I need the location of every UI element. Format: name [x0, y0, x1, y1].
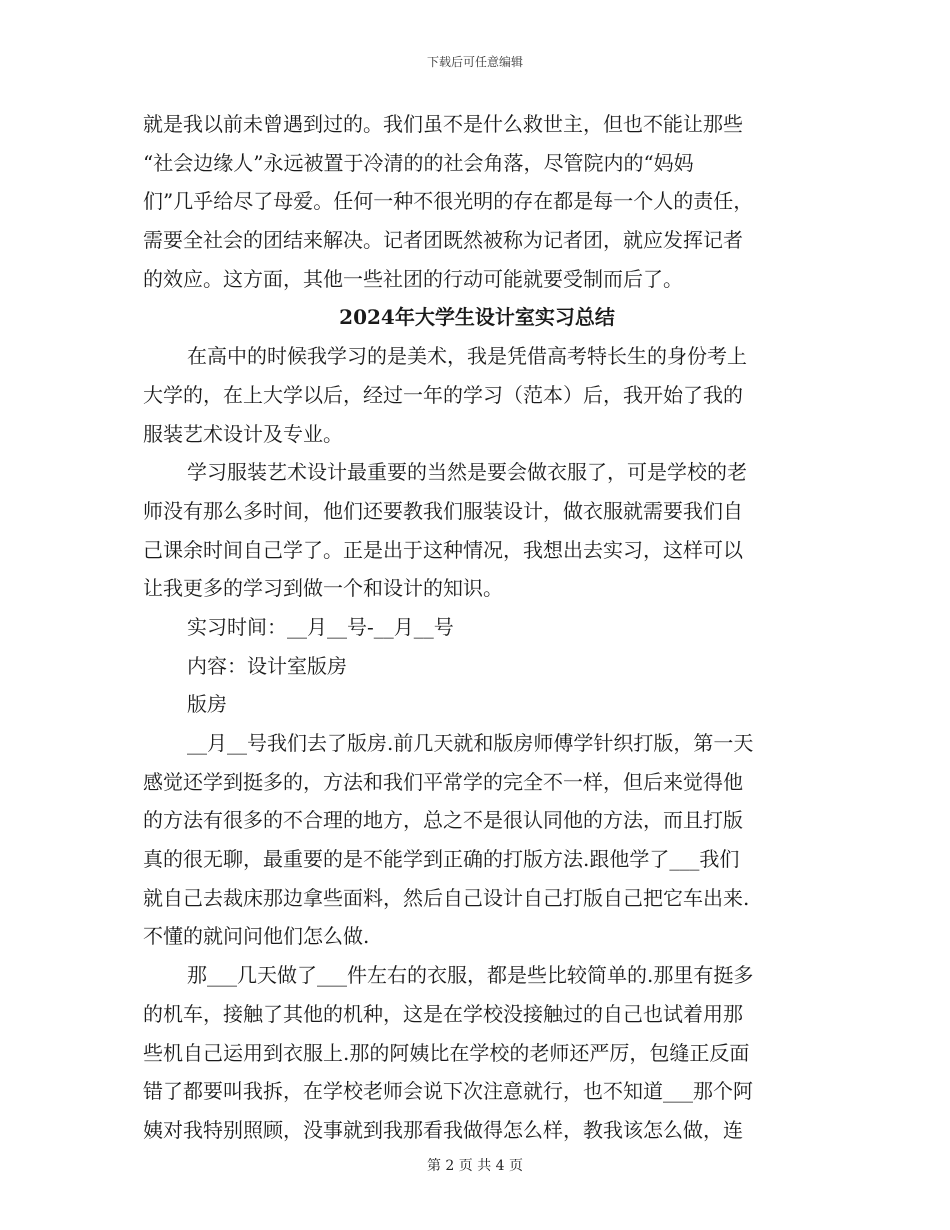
text-line: 错了都要叫我拆，在学校老师会说下次注意就行，也不知道___那个阿: [143, 1079, 753, 1104]
document-body: [143, 105, 811, 1150]
text-line: 在高中的时候我学习的是美术，我是凭借高考特长生的身份考上: [187, 344, 747, 369]
text-line: 师没有那么多时间，他们还要教我们服装设计，做衣服就需要我们自: [143, 498, 743, 523]
text-line: 让我更多的学习到做一个和设计的知识。: [143, 576, 503, 601]
text-line: 的机车，接触了其他的机种，这是在学校没接触过的自己也试着用那: [143, 1001, 743, 1026]
paragraph-4: [143, 956, 811, 1149]
text-line: 姨对我特别照顾，没事就到我那看我做得怎么样，教我该怎么做，连: [143, 1117, 743, 1142]
text-line: 感觉还学到挺多的，方法和我们平常学的完全不一样，但后来觉得他: [143, 769, 743, 794]
text-line: 学习服装艺术设计最重要的当然是要会做衣服了，可是学校的老: [187, 460, 747, 485]
paragraph-3: [143, 724, 811, 956]
text-line: “社会边缘人”永远被置于冷清的的社会角落，尽管院内的“妈妈: [143, 150, 694, 175]
text-line: 那___几天做了___件左右的衣服，都是些比较简单的.那里有挺多: [187, 963, 754, 988]
text-line: __月__号我们去了版房.前几天就和版房师傅学针织打版，第一天: [187, 731, 754, 755]
text-line: 己课余时间自己学了。正是出于这种情况，我想出去实习，这样可以: [143, 537, 743, 562]
document-title: 2024年大学生设计室实习总结: [339, 305, 615, 330]
text-line: 就是我以前未曾遇到过的。我们虽不是什么救世主，但也不能让那些: [143, 112, 743, 136]
intro-paragraph: [143, 105, 811, 298]
text-line: 就自己去裁床那边拿些面料，然后自己设计自己打版自己把它车出来.: [143, 885, 750, 910]
text-line: 不懂的就问问他们怎么做.: [143, 924, 370, 949]
text-line: 们”几乎给尽了母爱。任何一种不很光明的存在都是每一个人的责任，: [143, 189, 754, 214]
paragraph-2: [143, 453, 811, 608]
content-label: 内容：设计室版房: [187, 653, 347, 678]
text-line: 需要全社会的团结来解决。记者团既然被称为记者团，就应发挥记者: [143, 228, 743, 253]
text-line: 的效应。这方面，其他一些社团的行动可能就要受制而后了。: [143, 266, 683, 291]
text-line: 大学的，在上大学以后，经过一年的学习（范本）后，我开始了我的: [143, 382, 743, 407]
text-line: 真的很无聊，最重要的是不能学到正确的打版方法.跟他学了___我们: [143, 847, 740, 872]
text-line: 服装艺术设计及专业。: [143, 421, 343, 446]
text-line: 的方法有很多的不合理的地方，总之不是很认同他的方法，而且打版: [143, 808, 743, 833]
paragraph-1: [143, 337, 811, 453]
section-heading: 版房: [187, 692, 227, 717]
internship-time: 实习时间：__月__号-__月__号: [187, 614, 454, 639]
page-footer: 第 2 页 共 4 页: [426, 1158, 524, 1174]
page-header: 下载后可任意编辑: [426, 55, 523, 69]
text-line: 些机自己运用到衣服上.那的阿姨比在学校的老师还严厉，包缝正反面: [143, 1040, 750, 1065]
